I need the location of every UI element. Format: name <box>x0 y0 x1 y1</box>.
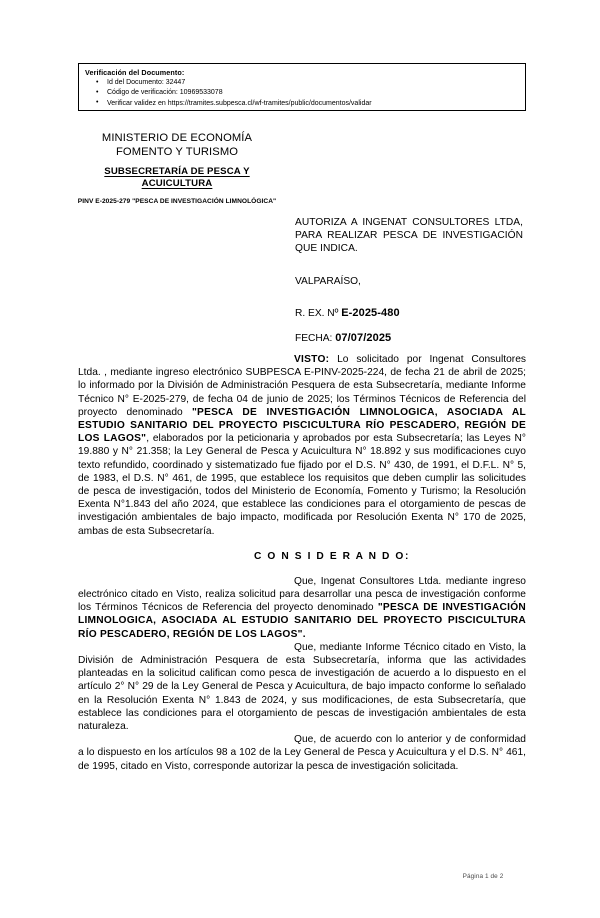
verification-list <box>85 78 519 109</box>
verification-item-code: • Código de verificación: 10969533078 <box>107 88 519 98</box>
considerando-1-project-name: "PESCA DE INVESTIGACIÓN LIMNOLOGICA, ASOCIADA AL ESTUDIO SANITARIO DEL PROYECTO PISCICULTURA RÍO PESCADERO, REGIÓN DE LOS LAGOS". <box>78 602 526 640</box>
subsecretaria-line-1: SUBSECRETARÍA DE PESCA Y <box>104 166 250 177</box>
visto-project-name: "PESCA DE INVESTIGACIÓN LIMNOLOGICA, ASOCIADA AL ESTUDIO SANITARIO DEL PROYECTO PISCICULTURA RÍO PESCADERO, REGIÓN DE LOS LAGOS" <box>78 406 527 445</box>
resolution-subject: AUTORIZA A INGENAT CONSULTORES LTDA, PARA REALIZAR PESCA DE INVESTIGACIÓN QUE INDICA. <box>295 217 523 255</box>
document-body <box>78 353 526 773</box>
resolution-date-value: 07/07/2025 <box>335 331 392 344</box>
ministry-line-2: FOMENTO Y TURISMO <box>115 146 239 158</box>
considerando-paragraph-1 <box>78 575 526 641</box>
considerando-paragraph-3 <box>78 733 526 773</box>
verification-item-url: • Verificar validez en https://tramites.subpesca.cl/wf-tramites/public/documentos/validar <box>107 99 519 109</box>
visto-text-1: Lo solicitado por Ingenat Consultores Ltda. , mediante ingreso electrónico SUBPESCA E-PINV-2025-224, de fecha 21 de abril de 2025; lo informado por la División de Administración Pesquera de esta Subsecretaría, mediante Informe Técnico N° E-2025-279, de fecha 04 de junio de 2025; los Términos Técnicos de Referencia del proyecto denominado <box>78 354 526 418</box>
considerando-2-text: Que, mediante Informe Técnico citado en Visto, la División de Administración Pesquera de esta Subsecretaría, informa que las actividades planteadas en la solicitud califican como pesca de investigación de acuerdo a lo dispuesto en el artículo 2° N° 29 de la Ley General de Pesca y Acuicultura, de bajo impacto conforme lo señalado en la Resolución Exenta N° 1.843 de 2024, y sus modificaciones, de esta Subsecretaría, que establece las condiciones para el otorgamiento de pescas de investigación ambientales de esta naturaleza. <box>78 641 526 733</box>
considerando-1-text: Que, Ingenat Consultores Ltda. mediante ingreso electrónico citado en Visto, realiza solicitud para desarrollar una pesca de investigación conforme los Términos Técnicos de Referencia del proyecto denominado <box>78 575 526 614</box>
considerando-paragraph-2 <box>78 641 526 733</box>
visto-paragraph <box>78 353 526 538</box>
subsecretaria-line-2: ACUICULTURA <box>141 178 213 190</box>
document-verification-box <box>78 63 526 111</box>
resolution-number-label: R. EX. Nº <box>295 307 342 319</box>
verification-item-document-id: • Id del Documento: 32447 <box>107 78 519 88</box>
subsecretaria-name <box>44 166 310 191</box>
resolution-heading-block <box>295 216 523 345</box>
project-code-label: PINV E-2025-279 "PESCA DE INVESTIGACIÓN LIMNOLÓGICA" <box>77 197 277 205</box>
visto-text-2: , elaborados por la peticionaria y aprobados por esta Subsecretaría; las Leyes N° 19.880 y N° 21.358; la Ley General de Pesca y Acuicultura N° 18.892 y sus modificaciones cuyo texto refundido, coordinado y sistematizado fue fijado por el D.S. N° 430, de 1991, el D.F.L. N° 5, de 1983, el D.S. N° 461, de 1995, que establece los requisitos que deben cumplir las solicitudes de pesca de investigación, todos del Ministerio de Economía, Fomento y Turismo; la Resolución Exenta N°1.843 del año 2024, que establece las condiciones para el otorgamiento de pescas de investigación ambientales de bajo impacto, modificada por Resolución Exenta N° 170 de 2025, ambas de esta Subsecretaría. <box>78 433 526 537</box>
considerando-heading: C O N S I D E R A N D O: <box>254 550 410 562</box>
ministry-line-1: MINISTERIO DE ECONOMÍA <box>101 132 253 144</box>
resolution-number-line <box>295 307 523 320</box>
verification-title: Verificación del Documento: <box>85 68 185 77</box>
resolution-city: VALPARAÍSO, <box>295 275 361 287</box>
ministry-name <box>44 131 310 159</box>
resolution-date-label: FECHA: <box>295 332 336 344</box>
resolution-date-line <box>295 332 523 345</box>
considerando-3-text: Que, de acuerdo con lo anterior y de conformidad a lo dispuesto en los artículos 98 a 102 de la Ley General de Pesca y Acuicultura y el D.S. N° 461, de 1995, citado en Visto, corresponde autorizar la pesca de investigación solicitada. <box>78 734 526 772</box>
resolution-number-value: E-2025-480 <box>341 306 400 319</box>
visto-label: VISTO: <box>294 354 330 365</box>
page-footer: Página 1 de 2 <box>462 873 504 880</box>
masthead <box>44 131 310 206</box>
